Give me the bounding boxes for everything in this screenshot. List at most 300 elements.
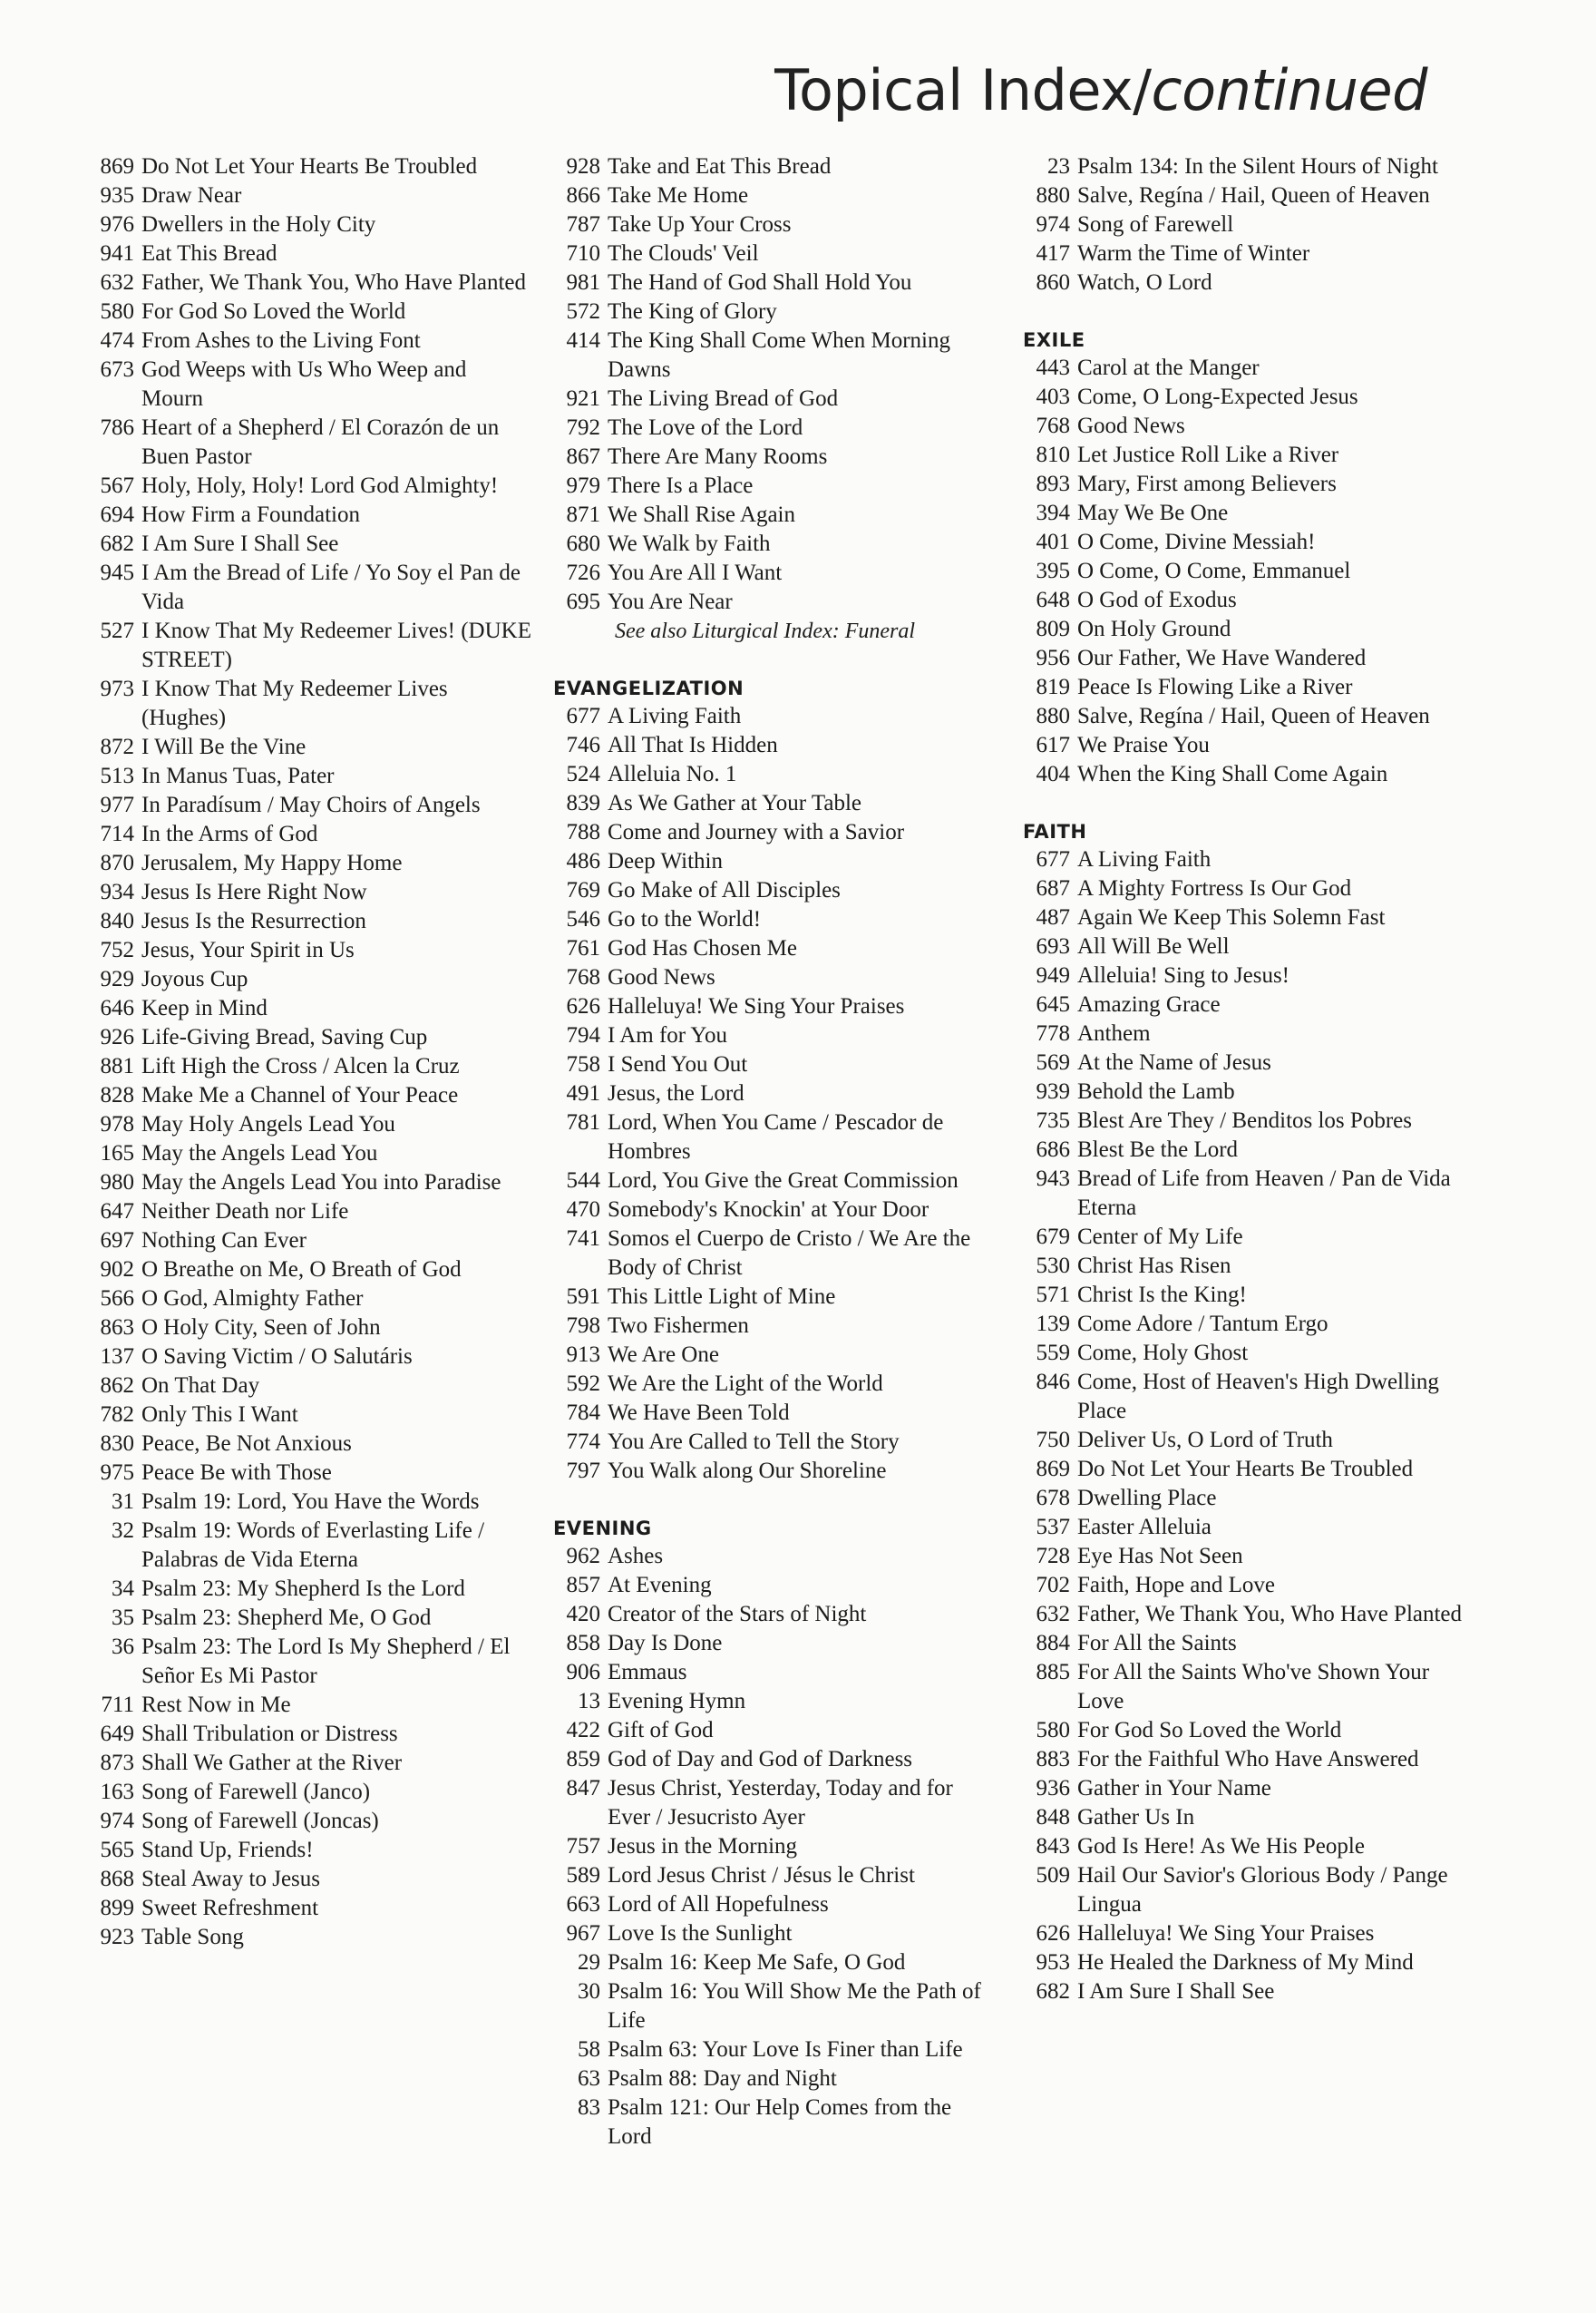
index-entry [87, 849, 531, 878]
index-entry [87, 1749, 531, 1778]
hymn-title: May the Angels Lead You into Paradise [141, 1170, 501, 1195]
hymn-number: 687 [1036, 876, 1070, 901]
index-entry [1023, 615, 1467, 644]
hymn-number: 697 [100, 1228, 134, 1253]
hymn-title: Good News [1077, 414, 1185, 438]
hymn-title: Lord, You Give the Great Commission [608, 1168, 959, 1193]
hymn-title: I Am for You [608, 1023, 727, 1048]
hymn-number: 589 [566, 1863, 600, 1888]
hymn-number: 941 [100, 241, 134, 266]
index-entry [87, 1313, 531, 1342]
hymn-title: Watch, O Lord [1077, 270, 1212, 295]
hymn-title: I Know That My Redeemer Lives (Hughes) [141, 677, 448, 730]
index-entry [1023, 673, 1467, 702]
index-entry [87, 878, 531, 907]
hymn-title: O Come, O Come, Emmanuel [1077, 559, 1351, 583]
hymn-title: Jerusalem, My Happy Home [141, 851, 403, 875]
hymn-number: 509 [1036, 1863, 1070, 1888]
hymn-title: Take Me Home [608, 183, 749, 208]
index-entry [553, 876, 998, 905]
title-separator: / [1133, 57, 1152, 123]
index-entry [553, 1658, 998, 1687]
index-entry [553, 2035, 998, 2064]
hymn-number: 565 [100, 1838, 134, 1862]
index-entry [553, 1948, 998, 1977]
index-entry [87, 530, 531, 559]
hymn-number: 798 [566, 1313, 600, 1338]
hymn-title: For the Faithful Who Have Answered [1077, 1747, 1419, 1771]
index-entry [1023, 1484, 1467, 1513]
hymn-number: 544 [566, 1168, 600, 1193]
hymn-title: O God, Almighty Father [141, 1286, 364, 1311]
title-main: Topical Index [774, 57, 1134, 123]
hymn-number: 848 [1036, 1805, 1070, 1830]
hymn-title: The King Shall Come When Morning Dawns [608, 328, 950, 382]
hymn-number: 921 [566, 386, 600, 411]
hymn-title: Salve, Regína / Hail, Queen of Heaven [1077, 704, 1430, 728]
hymn-title: Jesus in the Morning [608, 1834, 798, 1859]
section-heading: EVANGELIZATION [553, 678, 744, 699]
hymn-number: 677 [1036, 847, 1070, 872]
index-entry [87, 1023, 531, 1052]
hymn-number: 913 [566, 1342, 600, 1367]
index-entry [87, 907, 531, 936]
index-entry [553, 210, 998, 239]
hymn-number: 873 [100, 1751, 134, 1775]
hymn-number: 36 [112, 1635, 134, 1659]
hymn-number: 774 [566, 1430, 600, 1454]
hymn-title: You Are Near [608, 590, 733, 614]
hymn-title: Shall Tribulation or Distress [141, 1722, 398, 1746]
hymn-number: 869 [100, 154, 134, 179]
hymn-number: 819 [1036, 675, 1070, 699]
section-heading: EXILE [1023, 329, 1085, 351]
index-entry [553, 1687, 998, 1716]
hymn-title: The Hand of God Shall Hold You [608, 270, 912, 295]
hymn-number: 906 [566, 1660, 600, 1684]
hymn-number: 761 [566, 936, 600, 961]
hymn-number: 677 [566, 704, 600, 728]
index-entry [87, 239, 531, 268]
index-entry [87, 181, 531, 210]
index-entry [553, 530, 998, 559]
hymn-number: 649 [100, 1722, 134, 1746]
hymn-number: 648 [1036, 588, 1070, 612]
index-entry [1023, 1426, 1467, 1455]
hymn-number: 782 [100, 1402, 134, 1427]
index-entry [1023, 1774, 1467, 1803]
hymn-number: 949 [1036, 963, 1070, 988]
hymn-number: 571 [1036, 1283, 1070, 1307]
hymn-title: In Manus Tuas, Pater [141, 764, 335, 788]
index-section [553, 1515, 998, 2152]
index-entry [553, 760, 998, 789]
hymn-title: Alleluia! Sing to Jesus! [1077, 963, 1290, 988]
hymn-number: 735 [1036, 1108, 1070, 1133]
hymn-number: 682 [1036, 1979, 1070, 2004]
index-entry [87, 1720, 531, 1749]
hymn-number: 746 [566, 733, 600, 757]
hymn-title: Our Father, We Have Wandered [1077, 646, 1367, 670]
hymn-number: 976 [100, 212, 134, 237]
hymn-number: 929 [100, 967, 134, 991]
hymn-number: 866 [566, 183, 600, 208]
hymn-number: 934 [100, 880, 134, 904]
index-entry [87, 936, 531, 965]
hymn-title: Blest Be the Lord [1077, 1137, 1239, 1162]
hymn-number: 975 [100, 1460, 134, 1485]
hymn-title: Psalm 63: Your Love Is Finer than Life [608, 2037, 963, 2062]
hymn-title: Make Me a Channel of Your Peace [141, 1083, 459, 1108]
index-entry [1023, 1049, 1467, 1078]
hymn-title: For All the Saints [1077, 1631, 1237, 1655]
hymn-title: Two Fishermen [608, 1313, 749, 1338]
index-entry [553, 1283, 998, 1312]
index-entry [87, 152, 531, 181]
hymn-number: 967 [566, 1921, 600, 1946]
index-entry [553, 2093, 998, 2152]
hymn-title: In the Arms of God [141, 822, 318, 846]
hymn-title: You Are All I Want [608, 561, 783, 585]
index-entry [1023, 1223, 1467, 1252]
index-entry [553, 1716, 998, 1745]
index-entry [1023, 932, 1467, 961]
hymn-title: I Am Sure I Shall See [141, 532, 339, 556]
hymn-number: 769 [566, 878, 600, 903]
hymn-title: Song of Farewell (Joncas) [141, 1809, 379, 1833]
index-entry [553, 1629, 998, 1658]
index-entry [1023, 845, 1467, 874]
hymn-number: 13 [578, 1689, 600, 1713]
index-entry [1023, 1020, 1467, 1049]
index-entry [1023, 586, 1467, 615]
hymn-title: Center of My Life [1077, 1225, 1243, 1249]
hymn-title: Evening Hymn [608, 1689, 746, 1713]
hymn-number: 871 [566, 503, 600, 527]
hymn-number: 34 [112, 1576, 134, 1601]
index-entry [553, 588, 998, 617]
hymn-title: Keep in Mind [141, 996, 268, 1020]
hymn-number: 567 [100, 473, 134, 498]
index-entry [87, 501, 531, 530]
hymn-title: Dwellers in the Holy City [141, 212, 376, 237]
hymn-number: 869 [1036, 1457, 1070, 1481]
index-entry [87, 820, 531, 849]
hymn-number: 527 [100, 619, 134, 643]
hymn-title: Rest Now in Me [141, 1693, 291, 1717]
hymn-title: We Are the Light of the World [608, 1371, 883, 1396]
hymn-title: We Walk by Faith [608, 532, 771, 556]
index-entry [87, 1517, 531, 1575]
hymn-number: 939 [1036, 1079, 1070, 1104]
hymn-number: 487 [1036, 905, 1070, 930]
hymn-number: 165 [100, 1141, 134, 1166]
hymn-title: You Are Called to Tell the Story [608, 1430, 900, 1454]
hymn-number: 693 [1036, 934, 1070, 959]
index-entry [553, 1457, 998, 1486]
index-entry [1023, 1455, 1467, 1484]
index-entry [553, 1774, 998, 1832]
hymn-title: Life-Giving Bread, Saving Cup [141, 1025, 428, 1049]
index-section [87, 152, 531, 1952]
hymn-number: 935 [100, 183, 134, 208]
index-entry [87, 1923, 531, 1952]
hymn-number: 513 [100, 764, 134, 788]
index-entry [87, 1139, 531, 1168]
hymn-number: 840 [100, 909, 134, 933]
hymn-title: Faith, Hope and Love [1077, 1573, 1276, 1597]
index-entry [87, 1052, 531, 1081]
hymn-title: Joyous Cup [141, 967, 248, 991]
hymn-number: 32 [112, 1518, 134, 1543]
hymn-title: At the Name of Jesus [1077, 1050, 1271, 1075]
hymn-number: 859 [566, 1747, 600, 1771]
hymn-number: 750 [1036, 1428, 1070, 1452]
hymn-title: As We Gather at Your Table [608, 791, 861, 815]
index-entry [87, 1633, 531, 1691]
hymn-title: May We Be One [1077, 501, 1229, 525]
hymn-title: Salve, Regína / Hail, Queen of Heaven [1077, 183, 1430, 208]
index-entry [87, 298, 531, 327]
index-entry [1023, 499, 1467, 528]
hymn-title: Hail Our Savior's Glorious Body / Pange Lingua [1077, 1863, 1448, 1917]
hymn-number: 679 [1036, 1225, 1070, 1249]
section-heading: EVENING [553, 1518, 652, 1539]
hymn-number: 883 [1036, 1747, 1070, 1771]
index-entry [1023, 1919, 1467, 1948]
hymn-number: 794 [566, 1023, 600, 1048]
index-entry [1023, 1310, 1467, 1339]
index-entry [1023, 1977, 1467, 2006]
hymn-number: 632 [100, 270, 134, 295]
hymn-title: A Mighty Fortress Is Our God [1077, 876, 1352, 901]
hymn-number: 974 [1036, 212, 1070, 237]
hymn-number: 417 [1036, 241, 1070, 266]
hymn-title: Do Not Let Your Hearts Be Troubled [141, 154, 478, 179]
hymn-title: The Living Bread of God [608, 386, 839, 411]
hymn-title: Alleluia No. 1 [608, 762, 737, 786]
hymn-title: Mary, First among Believers [1077, 472, 1337, 496]
hymn-number: 632 [1036, 1602, 1070, 1626]
see-also-note: See also Liturgical Index: Funeral [615, 620, 916, 643]
hymn-number: 63 [578, 2066, 600, 2091]
hymn-title: Somos el Cuerpo de Cristo / We Are the Body of Christ [608, 1226, 971, 1280]
index-entry [1023, 903, 1467, 932]
hymn-title: Lift High the Cross / Alcen la Cruz [141, 1054, 460, 1078]
index-entry [553, 934, 998, 963]
hymn-number: 694 [100, 503, 134, 527]
hymn-number: 537 [1036, 1515, 1070, 1539]
hymn-title: In Paradísum / May Choirs of Angels [141, 793, 481, 817]
index-entry [553, 414, 998, 443]
index-entry [1023, 1368, 1467, 1426]
index-entry [553, 298, 998, 327]
hymn-number: 626 [566, 994, 600, 1019]
index-entry [1023, 1600, 1467, 1629]
index-section [1023, 152, 1467, 298]
hymn-number: 923 [100, 1925, 134, 1949]
hymn-title: Jesus, the Lord [608, 1081, 744, 1106]
index-entry [553, 847, 998, 876]
hymn-title: Easter Alleluia [1077, 1515, 1212, 1539]
hymn-title: Heart of a Shepherd / El Corazón de un Buen Pastor [141, 415, 500, 469]
hymn-title: A Living Faith [608, 704, 742, 728]
index-entry [87, 733, 531, 762]
hymn-title: Lord Jesus Christ / Jésus le Christ [608, 1863, 915, 1888]
index-entry [553, 1861, 998, 1890]
index-entry [87, 1400, 531, 1430]
hymn-number: 860 [1036, 270, 1070, 295]
hymn-title: Gather Us In [1077, 1805, 1195, 1830]
hymn-number: 858 [566, 1631, 600, 1655]
hymn-title: Steal Away to Jesus [141, 1867, 320, 1891]
index-entry [1023, 731, 1467, 760]
hymn-number: 758 [566, 1052, 600, 1077]
hymn-title: Gift of God [608, 1718, 714, 1742]
hymn-title: Peace, Be Not Anxious [141, 1431, 352, 1456]
hymn-title: This Little Light of Mine [608, 1284, 836, 1309]
hymn-title: God Is Here! As We His People [1077, 1834, 1365, 1859]
hymn-number: 395 [1036, 559, 1070, 583]
hymn-title: For God So Loved the World [1077, 1718, 1342, 1742]
hymn-number: 470 [566, 1197, 600, 1222]
hymn-title: Go Make of All Disciples [608, 878, 841, 903]
index-entry [553, 501, 998, 530]
hymn-number: 566 [100, 1286, 134, 1311]
hymn-title: May the Angels Lead You [141, 1141, 378, 1166]
index-entry [553, 905, 998, 934]
hymn-title: Creator of the Stars of Night [608, 1602, 867, 1626]
index-entry [87, 1226, 531, 1255]
hymn-number: 422 [566, 1718, 600, 1742]
index-entry [87, 1459, 531, 1488]
hymn-number: 394 [1036, 501, 1070, 525]
index-section [553, 675, 998, 1486]
hymn-title: Father, We Thank You, Who Have Planted [1077, 1602, 1463, 1626]
hymn-number: 768 [1036, 414, 1070, 438]
hymn-title: We Have Been Told [608, 1400, 790, 1425]
hymn-number: 617 [1036, 733, 1070, 757]
hymn-title: Christ Has Risen [1077, 1254, 1231, 1278]
hymn-number: 880 [1036, 183, 1070, 208]
hymn-title: O Holy City, Seen of John [141, 1315, 381, 1340]
hymn-number: 31 [112, 1489, 134, 1514]
index-entry [1023, 991, 1467, 1020]
hymn-number: 792 [566, 415, 600, 440]
hymn-title: Song of Farewell [1077, 212, 1234, 237]
hymn-number: 695 [566, 590, 600, 614]
index-entry [87, 1604, 531, 1633]
hymn-title: Psalm 121: Our Help Comes from the Lord [608, 2095, 952, 2149]
hymn-number: 58 [578, 2037, 600, 2062]
hymn-number: 702 [1036, 1573, 1070, 1597]
hymn-title: Jesus Christ, Yesterday, Today and for Ever / Jesucristo Ayer [608, 1776, 953, 1830]
hymn-number: 846 [1036, 1370, 1070, 1394]
index-entry [553, 1919, 998, 1948]
hymn-title: Day Is Done [608, 1631, 723, 1655]
hymn-number: 752 [100, 938, 134, 962]
hymn-number: 546 [566, 907, 600, 932]
index-entry [553, 992, 998, 1021]
index-entry [553, 789, 998, 818]
index-entry [87, 1255, 531, 1284]
index-entry [1023, 702, 1467, 731]
hymn-title: Dwelling Place [1077, 1486, 1217, 1510]
index-entry [87, 414, 531, 472]
hymn-number: 663 [566, 1892, 600, 1917]
hymn-number: 524 [566, 762, 600, 786]
hymn-title: Come and Journey with a Savior [608, 820, 905, 844]
hymn-number: 810 [1036, 443, 1070, 467]
index-entry [1023, 441, 1467, 470]
index-column-2 [553, 152, 998, 2152]
index-entry [1023, 239, 1467, 268]
index-entry [87, 1575, 531, 1604]
hymn-number: 741 [566, 1226, 600, 1251]
index-entry [553, 1166, 998, 1196]
index-entry [87, 965, 531, 994]
hymn-title: Christ Is the King! [1077, 1283, 1247, 1307]
index-entry [553, 1977, 998, 2035]
hymn-title: There Is a Place [608, 473, 754, 498]
index-entry [87, 1197, 531, 1226]
hymn-number: 945 [100, 561, 134, 585]
index-entry [1023, 1948, 1467, 1977]
hymn-number: 893 [1036, 472, 1070, 496]
hymn-title: Holy, Holy, Holy! Lord God Almighty! [141, 473, 499, 498]
index-section [1023, 327, 1467, 789]
index-entry [1023, 1745, 1467, 1774]
index-entry [87, 675, 531, 733]
hymn-number: 809 [1036, 617, 1070, 641]
index-entry [1023, 412, 1467, 441]
index-entry [553, 268, 998, 298]
index-entry [87, 327, 531, 356]
hymn-number: 711 [101, 1693, 134, 1717]
hymn-number: 673 [100, 357, 134, 382]
hymn-number: 870 [100, 851, 134, 875]
index-entry [553, 1108, 998, 1166]
hymn-title: Stand Up, Friends! [141, 1838, 314, 1862]
index-entry [1023, 1803, 1467, 1832]
hymn-number: 862 [100, 1373, 134, 1398]
hymn-title: I Know That My Redeemer Lives! (DUKE STREET) [141, 619, 531, 672]
index-entry [553, 239, 998, 268]
index-entry [553, 1890, 998, 1919]
hymn-number: 680 [566, 532, 600, 556]
index-entry [553, 1050, 998, 1079]
hymn-number: 787 [566, 212, 600, 237]
index-entry [87, 994, 531, 1023]
hymn-title: The King of Glory [608, 299, 777, 324]
hymn-number: 646 [100, 996, 134, 1020]
hymn-number: 881 [100, 1054, 134, 1078]
hymn-title: Deliver Us, O Lord of Truth [1077, 1428, 1333, 1452]
index-entry [553, 1399, 998, 1428]
index-entry [1023, 1861, 1467, 1919]
hymn-title: Halleluya! We Sing Your Praises [608, 994, 905, 1019]
hymn-number: 797 [566, 1459, 600, 1483]
hymn-number: 880 [1036, 704, 1070, 728]
hymn-number: 414 [566, 328, 600, 353]
hymn-title: Good News [608, 965, 715, 990]
index-entry [1023, 557, 1467, 586]
index-entry [1023, 152, 1467, 181]
index-entry [1023, 961, 1467, 991]
hymn-title: Psalm 134: In the Silent Hours of Night [1077, 154, 1438, 179]
index-entry [87, 210, 531, 239]
hymn-number: 645 [1036, 992, 1070, 1017]
